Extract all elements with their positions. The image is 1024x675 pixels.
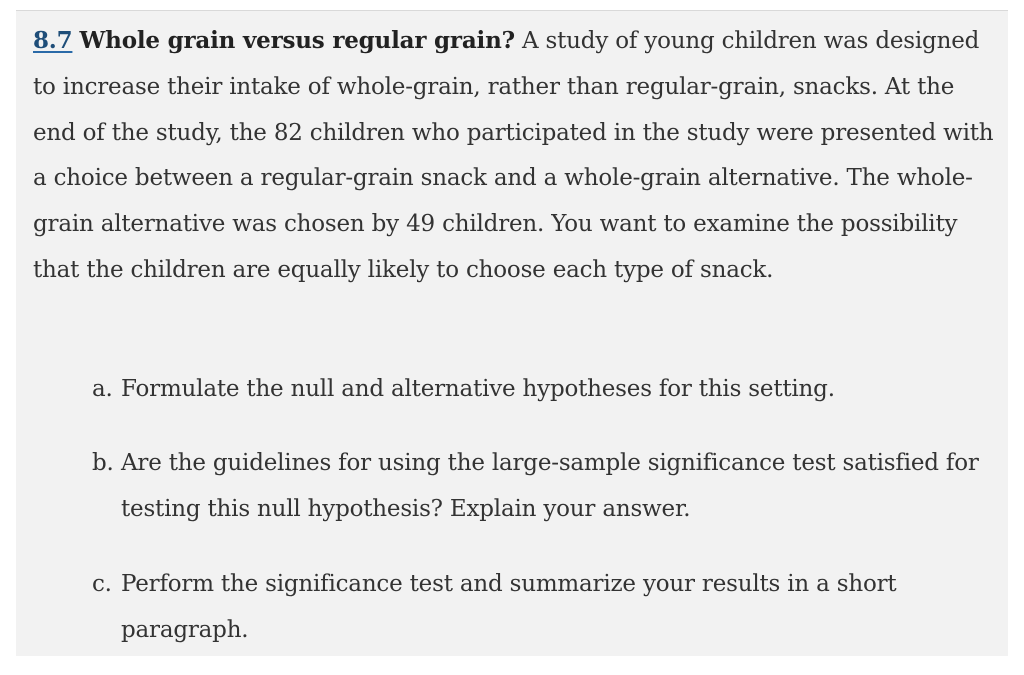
part-a-text: Formulate the null and alternative hypotheses for this setting. (121, 376, 835, 402)
part-b (92, 441, 1016, 533)
exercise-panel (16, 10, 1008, 656)
part-b-letter: b. (92, 450, 114, 476)
part-a-letter: a. (92, 376, 113, 402)
exercise-body: A study of young children was designed to increase their intake of whole-grain, rather than regular-grain, snacks. At the end of the study, the 82 children who participated in the study were presented with a choice between a regular-grain snack and a whole-grain alternative. The whole-grain alternative was chosen by 49 children. You want to examine the possibility that the children are equally likely to choose each type of snack. (33, 28, 994, 283)
exercise-title: Whole grain versus regular grain? (79, 27, 515, 54)
part-c (92, 562, 1016, 654)
part-a (92, 367, 1016, 413)
part-c-text: Perform the significance test and summarize your results in a short paragraph. (121, 571, 897, 643)
part-c-letter: c. (92, 571, 112, 597)
exercise-intro (33, 18, 995, 294)
part-b-text: Are the guidelines for using the large-sample significance test satisfied for testing this null hypothesis? Explain your answer. (121, 450, 979, 522)
exercise-number-link[interactable]: 8.7 (33, 27, 73, 54)
